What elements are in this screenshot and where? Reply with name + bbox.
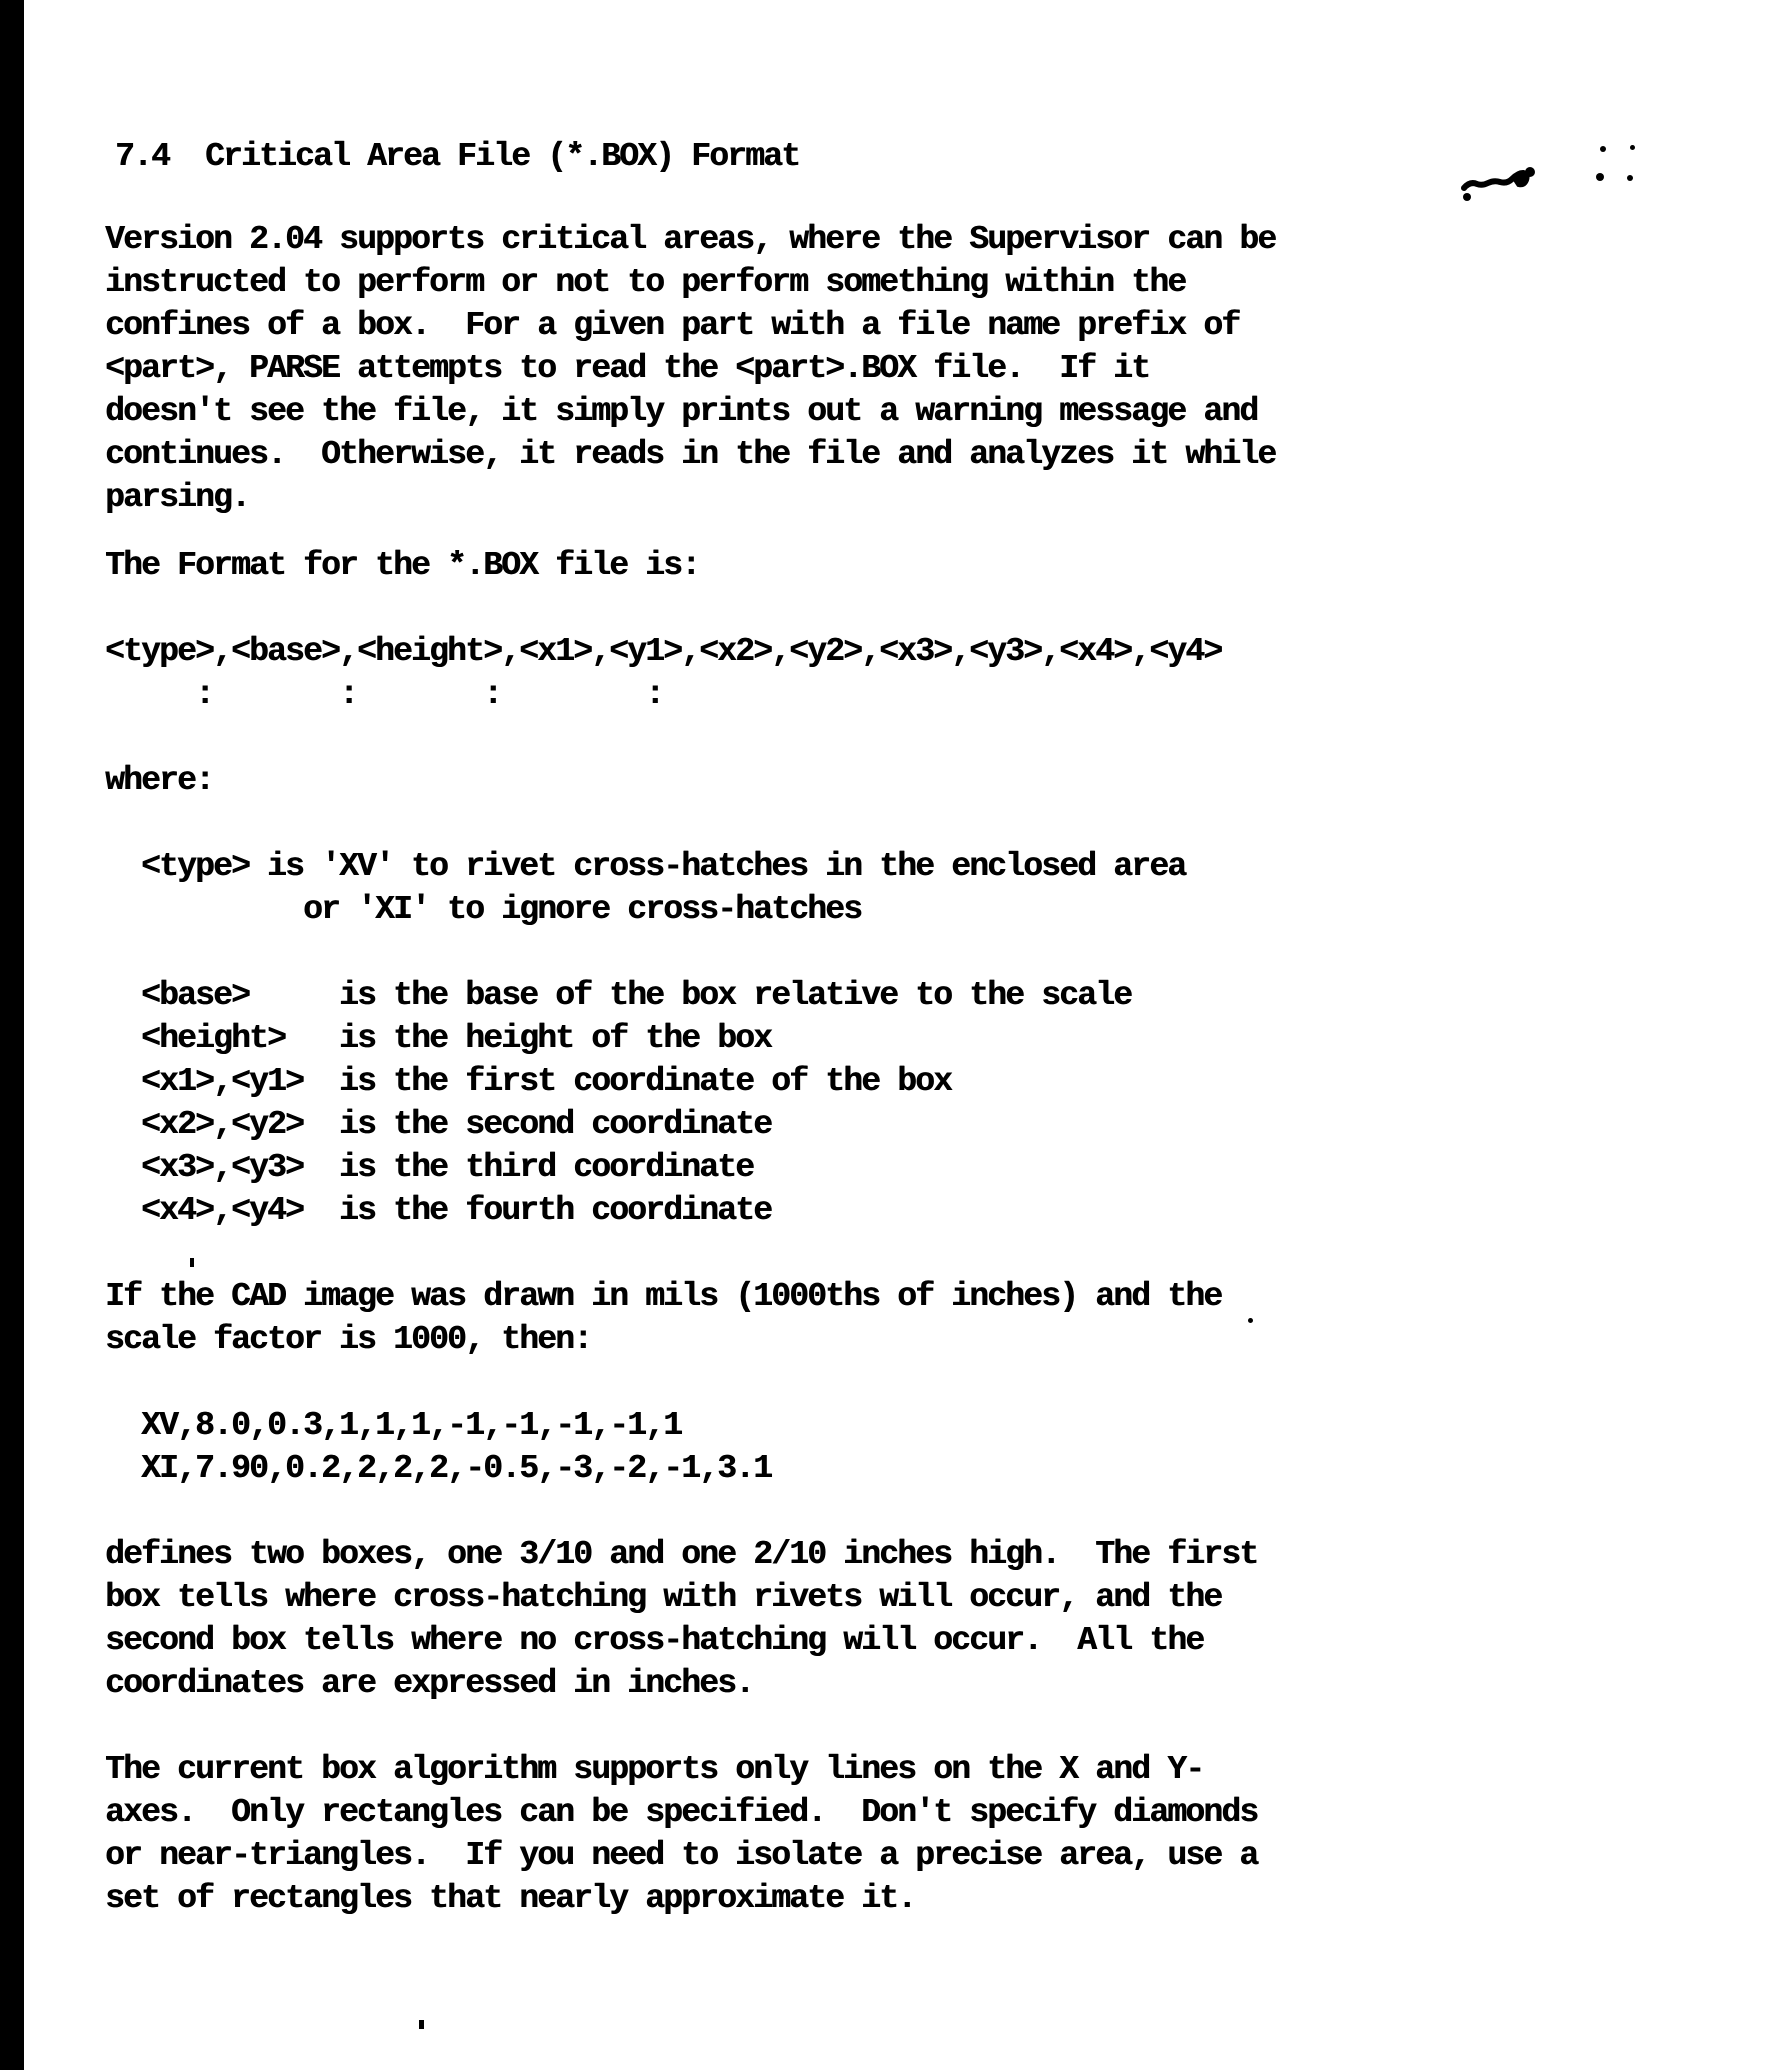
scan-speck xyxy=(1600,146,1606,152)
cad-note-paragraph: If the CAD image was drawn in mils (1000ths of inches) and the scale factor is 1000, then: xyxy=(105,1278,1222,1358)
section-title: 7.4 Critical Area File (*.BOX) Format xyxy=(115,138,800,175)
ink-smudge-squiggle xyxy=(1460,162,1544,202)
where-label: where: xyxy=(105,762,214,799)
scan-speck xyxy=(1248,1318,1253,1323)
example-box-lines: XV,8.0,0.3,1,1,1,-1,-1,-1,-1,1 XI,7.90,0.2,2,2,2,-0.5,-3,-2,-1,3.1 xyxy=(141,1407,772,1487)
intro-paragraph: Version 2.04 supports critical areas, where the Supervisor can be instructed to perform or not to perform something within the confines of a box. For a given part with a file name prefix of <part>, PARSE attempts to read the <part>.BOX file. If it doesn't see the file, it simply prints out a warning message and continues. Otherwise, it reads in the file and analyzes it while parsing. xyxy=(105,221,1276,516)
scan-speck xyxy=(1596,173,1604,181)
scan-speck xyxy=(190,1258,194,1267)
field-definitions: <base> is the base of the box relative to the scale <height> is the height of the box <x1>,<y1> is the first coordinate of the box <x2>,<y2> is the second coordinate <x3>,<y3> is the third coordinate <x4>,<y4> is the fourth coordinate xyxy=(141,977,1132,1229)
scan-edge-artifact xyxy=(0,0,24,2070)
scan-speck xyxy=(1630,145,1635,150)
closing-paragraph: The current box algorithm supports only lines on the X and Y- axes. Only rectangles can be specified. Don't specify diamonds or near-triangles. If you need to isolate a precise area, use a set of rectangles that nearly approximate it. xyxy=(105,1751,1258,1917)
type-definition: <type> is 'XV' to rivet cross-hatches in the enclosed area or 'XI' to ignore cross-hatches xyxy=(141,848,1186,928)
format-specification: <type>,<base>,<height>,<x1>,<y1>,<x2>,<y2>,<x3>,<y3>,<x4>,<y4> : : : : xyxy=(105,633,1222,713)
scan-speck xyxy=(1627,175,1633,181)
defines-paragraph: defines two boxes, one 3/10 and one 2/10 inches high. The first box tells where cross-hatching with rivets will occur, and the second box tells where no cross-hatching will occur. All the coordinates are expressed in inches. xyxy=(105,1536,1258,1702)
format-intro-line: The Format for the *.BOX file is: xyxy=(105,547,700,584)
scan-speck xyxy=(419,2020,424,2029)
